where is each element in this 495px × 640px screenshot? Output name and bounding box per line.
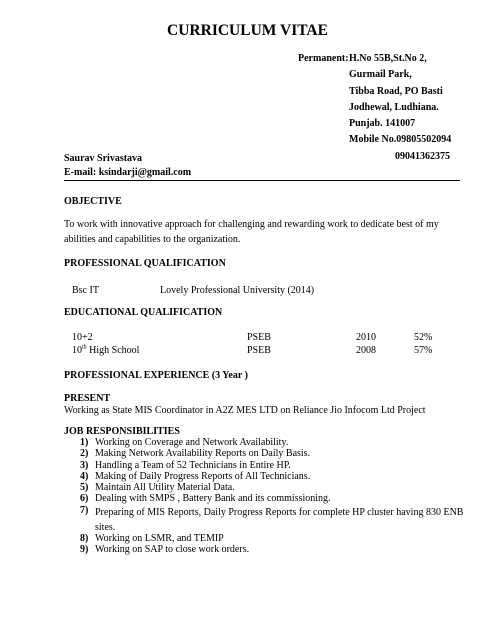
objective-heading: OBJECTIVE — [64, 196, 122, 207]
address-line: Mobile No.09805502094 — [349, 134, 452, 146]
header-divider — [64, 180, 460, 181]
educational-qualification-heading: EDUCATIONAL QUALIFICATION — [64, 307, 223, 318]
education-year: 2010 — [356, 332, 376, 343]
address-line: Jodhewal, Ludhiana. — [349, 101, 439, 113]
present-label: PRESENT — [64, 393, 111, 404]
education-level: 10th High School — [72, 344, 140, 356]
degree: Bsc IT — [72, 285, 99, 296]
education-level: 10+2 — [72, 332, 93, 343]
education-percent: 52% — [414, 332, 433, 343]
experience-heading: PROFESSIONAL EXPERIENCE (3 Year ) — [64, 370, 248, 381]
objective-text: To work with innovative approach for challenging and rewarding work to dedicate best of my abilities and capabilities to the organization. — [64, 219, 439, 245]
address-line: H.No 55B,St.No 2, — [349, 53, 427, 64]
address-line: 09041362375 — [395, 150, 450, 162]
address-line: Gurmail Park, — [349, 69, 412, 81]
candidate-name: Saurav Srivastava — [64, 153, 143, 164]
address-label: Permanent: — [298, 53, 349, 64]
document-title: CURRICULUM VITAE — [167, 22, 328, 39]
institution: Lovely Professional University (2014) — [160, 285, 315, 296]
education-percent: 57% — [414, 345, 433, 356]
address-line: Tibba Road, PO Basti — [349, 85, 443, 97]
address-line: Punjab. 141007 — [349, 118, 416, 130]
education-board: PSEB — [247, 332, 271, 343]
education-board: PSEB — [247, 345, 271, 356]
education-year: 2008 — [356, 345, 376, 356]
address-block — [349, 51, 451, 165]
email-line: E-mail: ksindarji@gmail.com — [64, 167, 192, 178]
professional-qualification-heading: PROFESSIONAL QUALIFICATION — [64, 258, 226, 269]
responsibilities-heading: JOB RESPONSIBILITIES — [64, 426, 180, 437]
present-role: Working as State MIS Coordinator in A2Z MES LTD on Reliance Jio Infocom Ltd Project — [64, 405, 426, 416]
